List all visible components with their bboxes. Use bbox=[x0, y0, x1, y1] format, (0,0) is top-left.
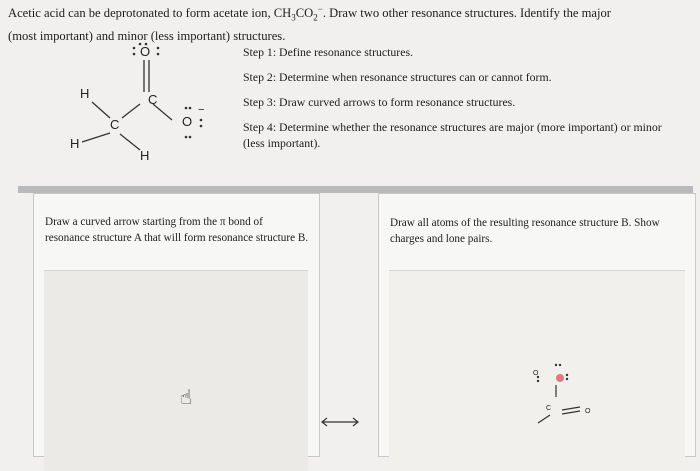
question-line2: (most important) and minor (less important) structures. bbox=[8, 28, 286, 43]
question-line1-end: . Draw two other resonance structures. Identify the major bbox=[322, 6, 611, 21]
atom-o-right: O bbox=[182, 114, 193, 129]
atom-o-top: O bbox=[140, 44, 151, 59]
subscript-3: 3 bbox=[291, 12, 296, 23]
step-4: Step 4: Determine whether the resonance structures are major (more important) or minor (less important). bbox=[243, 120, 662, 150]
section-divider bbox=[18, 186, 693, 193]
acetate-structure bbox=[60, 38, 230, 178]
question-line1: Acetic acid can be deprotonated to form acetate ion, CH bbox=[8, 6, 292, 21]
atom-c-carbonyl: C bbox=[148, 92, 158, 107]
formula-co: CO bbox=[295, 6, 314, 21]
step-1: Step 1: Define resonance structures. bbox=[243, 45, 414, 59]
step-3: Step 3: Draw curved arrows to form resonance structures. bbox=[243, 95, 516, 109]
drawing-canvas-a[interactable] bbox=[44, 270, 308, 471]
hand-pointer-icon[interactable]: ☝ bbox=[180, 385, 193, 409]
steps-list bbox=[243, 44, 683, 160]
charge-superscript: − bbox=[317, 4, 323, 14]
sketch-atom-o: O bbox=[533, 370, 539, 377]
atom-h-left: H bbox=[70, 136, 80, 151]
panel-structure-a bbox=[33, 193, 320, 457]
panel-b-instruction: Draw all atoms of the resulting resonance structure B. Show charges and lone pairs. bbox=[390, 217, 660, 245]
lone-pair-highlight bbox=[556, 374, 564, 382]
atom-h-bottom: H bbox=[140, 148, 150, 163]
negative-charge: − bbox=[198, 104, 205, 116]
subscript-2: 2 bbox=[313, 12, 318, 23]
sketch-atom-o-right: O bbox=[585, 408, 591, 415]
panel-a-instruction: Draw a curved arrow starting from the π bond of resonance structure A that will form resonance structure B. bbox=[45, 216, 309, 244]
structure-b-sketch bbox=[520, 355, 640, 435]
atom-c-methyl: C bbox=[110, 117, 120, 132]
step-2: Step 2: Determine when resonance structures can or cannot form. bbox=[243, 70, 552, 84]
sketch-atom-c: C bbox=[546, 405, 552, 412]
atom-h-top: H bbox=[80, 86, 90, 101]
resonance-double-arrow-icon bbox=[318, 414, 362, 430]
